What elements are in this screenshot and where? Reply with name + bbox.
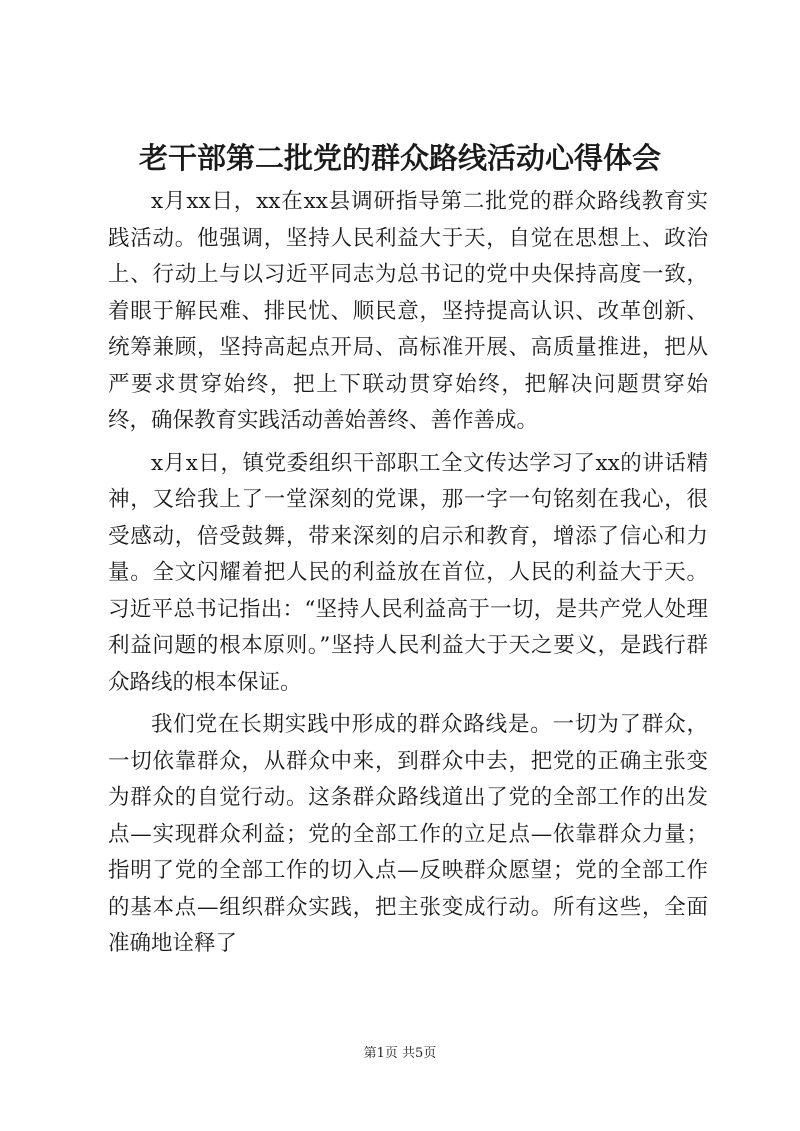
paragraph-2: x月x日，镇党委组织干部职工全文传达学习了xx的讲话精神，又给我上了一堂深刻的党课，那一字一句铭刻在我心，很受感动，倍受鼓舞，带来深刻的启示和教育，增添了信心和力量。全文闪耀着把人民的利益放在首位，人民的利益大于天。习近平总书记指出：“坚持人民利益高于一切，是共产党人处理利益问题的根本原则。”坚持人民利益大于天之要义，是践行群众路线的根本保证。 (108, 450, 708, 695)
document-title: 老干部第二批党的群众路线活动心得体会 (138, 141, 661, 175)
page-number-footer: 第1页 共5页 (363, 1046, 437, 1061)
paragraph-3: 我们党在长期实践中形成的群众路线是。一切为了群众，一切依靠群众，从群众中来，到群众中去，把党的正确主张变为群众的自觉行动。这条群众路线道出了党的全部工作的出发点—实现群众利益；党的全部工作的立足点—依靠群众力量；指明了党的全部工作的切入点—反映群众愿望；党的全部工作的基本点—组织群众实践，把主张变成行动。所有这些，全面准确地诠释了 (108, 712, 708, 956)
document-body (108, 184, 708, 969)
paragraph-1: x月xx日，xx在xx县调研指导第二批党的群众路线教育实践活动。他强调，坚持人民利益大于天，自觉在思想上、政治上、行动上与以习近平同志为总书记的党中央保持高度一致，着眼于解民难、排民忧、顺民意，坚持提高认识、改革创新、统筹兼顾，坚持高起点开局、高标准开展、高质量推进，把从严要求贯穿始终，把上下联动贯穿始终，把解决问题贯穿始终，确保教育实践活动善始善终、善作善成。 (108, 189, 708, 433)
